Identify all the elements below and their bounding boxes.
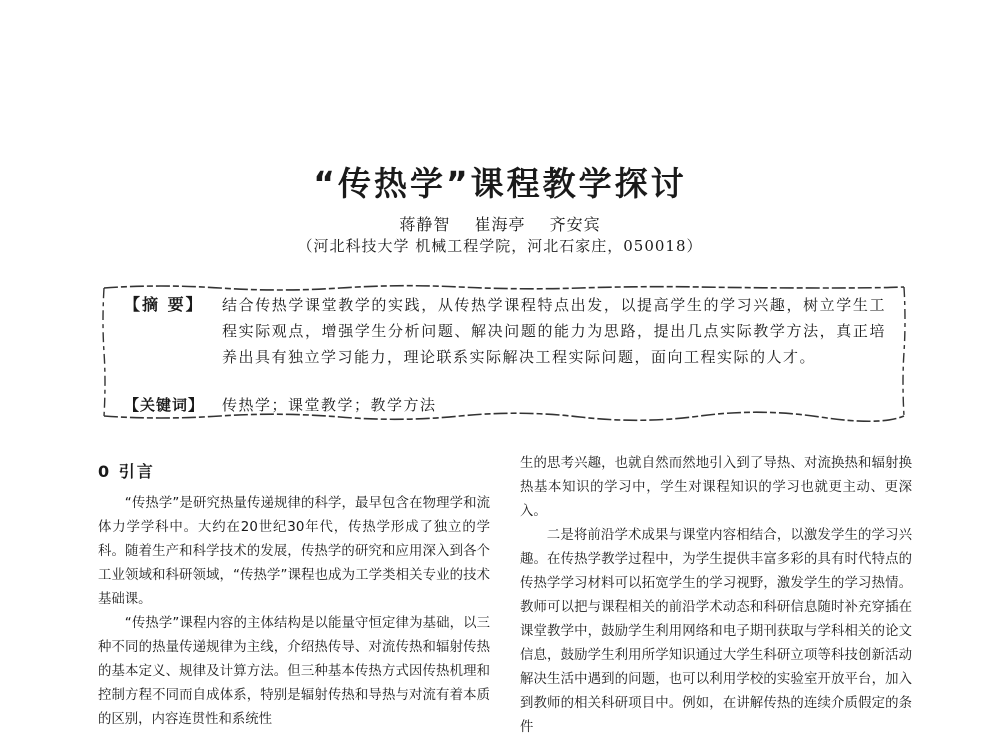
paper-title: “传热学”课程教学探讨	[313, 164, 687, 203]
paragraph: 生的思考兴趣，也就自然而然地引入到了导热、对流换热和辐射换热基本知识的学习中，学生对课程知识的学习也就更主动、更深入。	[520, 456, 912, 519]
abstract-text: 结合传热学课堂教学的实践，从传热学课程特点出发，以提高学生的学习兴趣，树立学生工程实际观点，增强学生分析问题、解决问题的能力为思路，提出几点实际教学方法，真正培养出具有独立学习能力，理论联系实际解决工程实际问题，面向工程实际的人才。	[222, 296, 886, 366]
keywords-label: 【关键词】	[124, 396, 205, 414]
abstract-label: 【摘 要】	[124, 295, 204, 314]
paragraph: “传热学”是研究热量传递规律的科学，最早包含在物理学和流体力学学科中。大约在20世纪30年代，传热学形成了独立的学科。随着生产和科学技术的发展，传热学的研究和应用深入到各个工业领域和科研领域，“传热学”课程也成为工学类相关专业的技术基础课。	[98, 496, 490, 607]
paragraph: “传热学”课程内容的主体结构是以能量守恒定律为基础，以三种不同的热量传递规律为主线，介绍热传导、对流传热和辐射传热的基本定义、规律及计算方法。但三种基本传热方式因传热机理和控制方程不同而自成体系，特别是辐射传热和导热与对流有着本质的区别，内容连贯性和系统性	[98, 616, 490, 727]
paragraph: 二是将前沿学术成果与课堂内容相结合，以激发学生的学习兴趣。在传热学教学过程中，为学生提供丰富多彩的具有时代特点的传热学学习材料可以拓宽学生的学习视野，激发学生的学习热情。教师可以把与课程相关的前沿学术动态和科研信息随时补充穿插在课堂教学中，鼓励学生利用网络和电子期刊获取与学科相关的论文信息，鼓励学生利用所学知识通过大学生科研立项等科技创新活动解决生活中遇到的问题，也可以利用学校的实验室开放平台，加入到教师的相关科研项目中。例如，在讲解传热的连续介质假定的条件	[520, 528, 912, 735]
keywords-text: 传热学；课堂教学；教学方法	[222, 396, 437, 414]
left-column	[98, 452, 490, 732]
abstract-box	[100, 282, 908, 422]
author-list: 蒋静智 崔海亭 齐安宾	[399, 215, 601, 234]
section-heading-introduction: 0 引言	[98, 462, 155, 481]
right-column	[520, 452, 912, 740]
affiliation: （河北科技大学 机械工程学院，河北石家庄，050018）	[297, 237, 703, 255]
